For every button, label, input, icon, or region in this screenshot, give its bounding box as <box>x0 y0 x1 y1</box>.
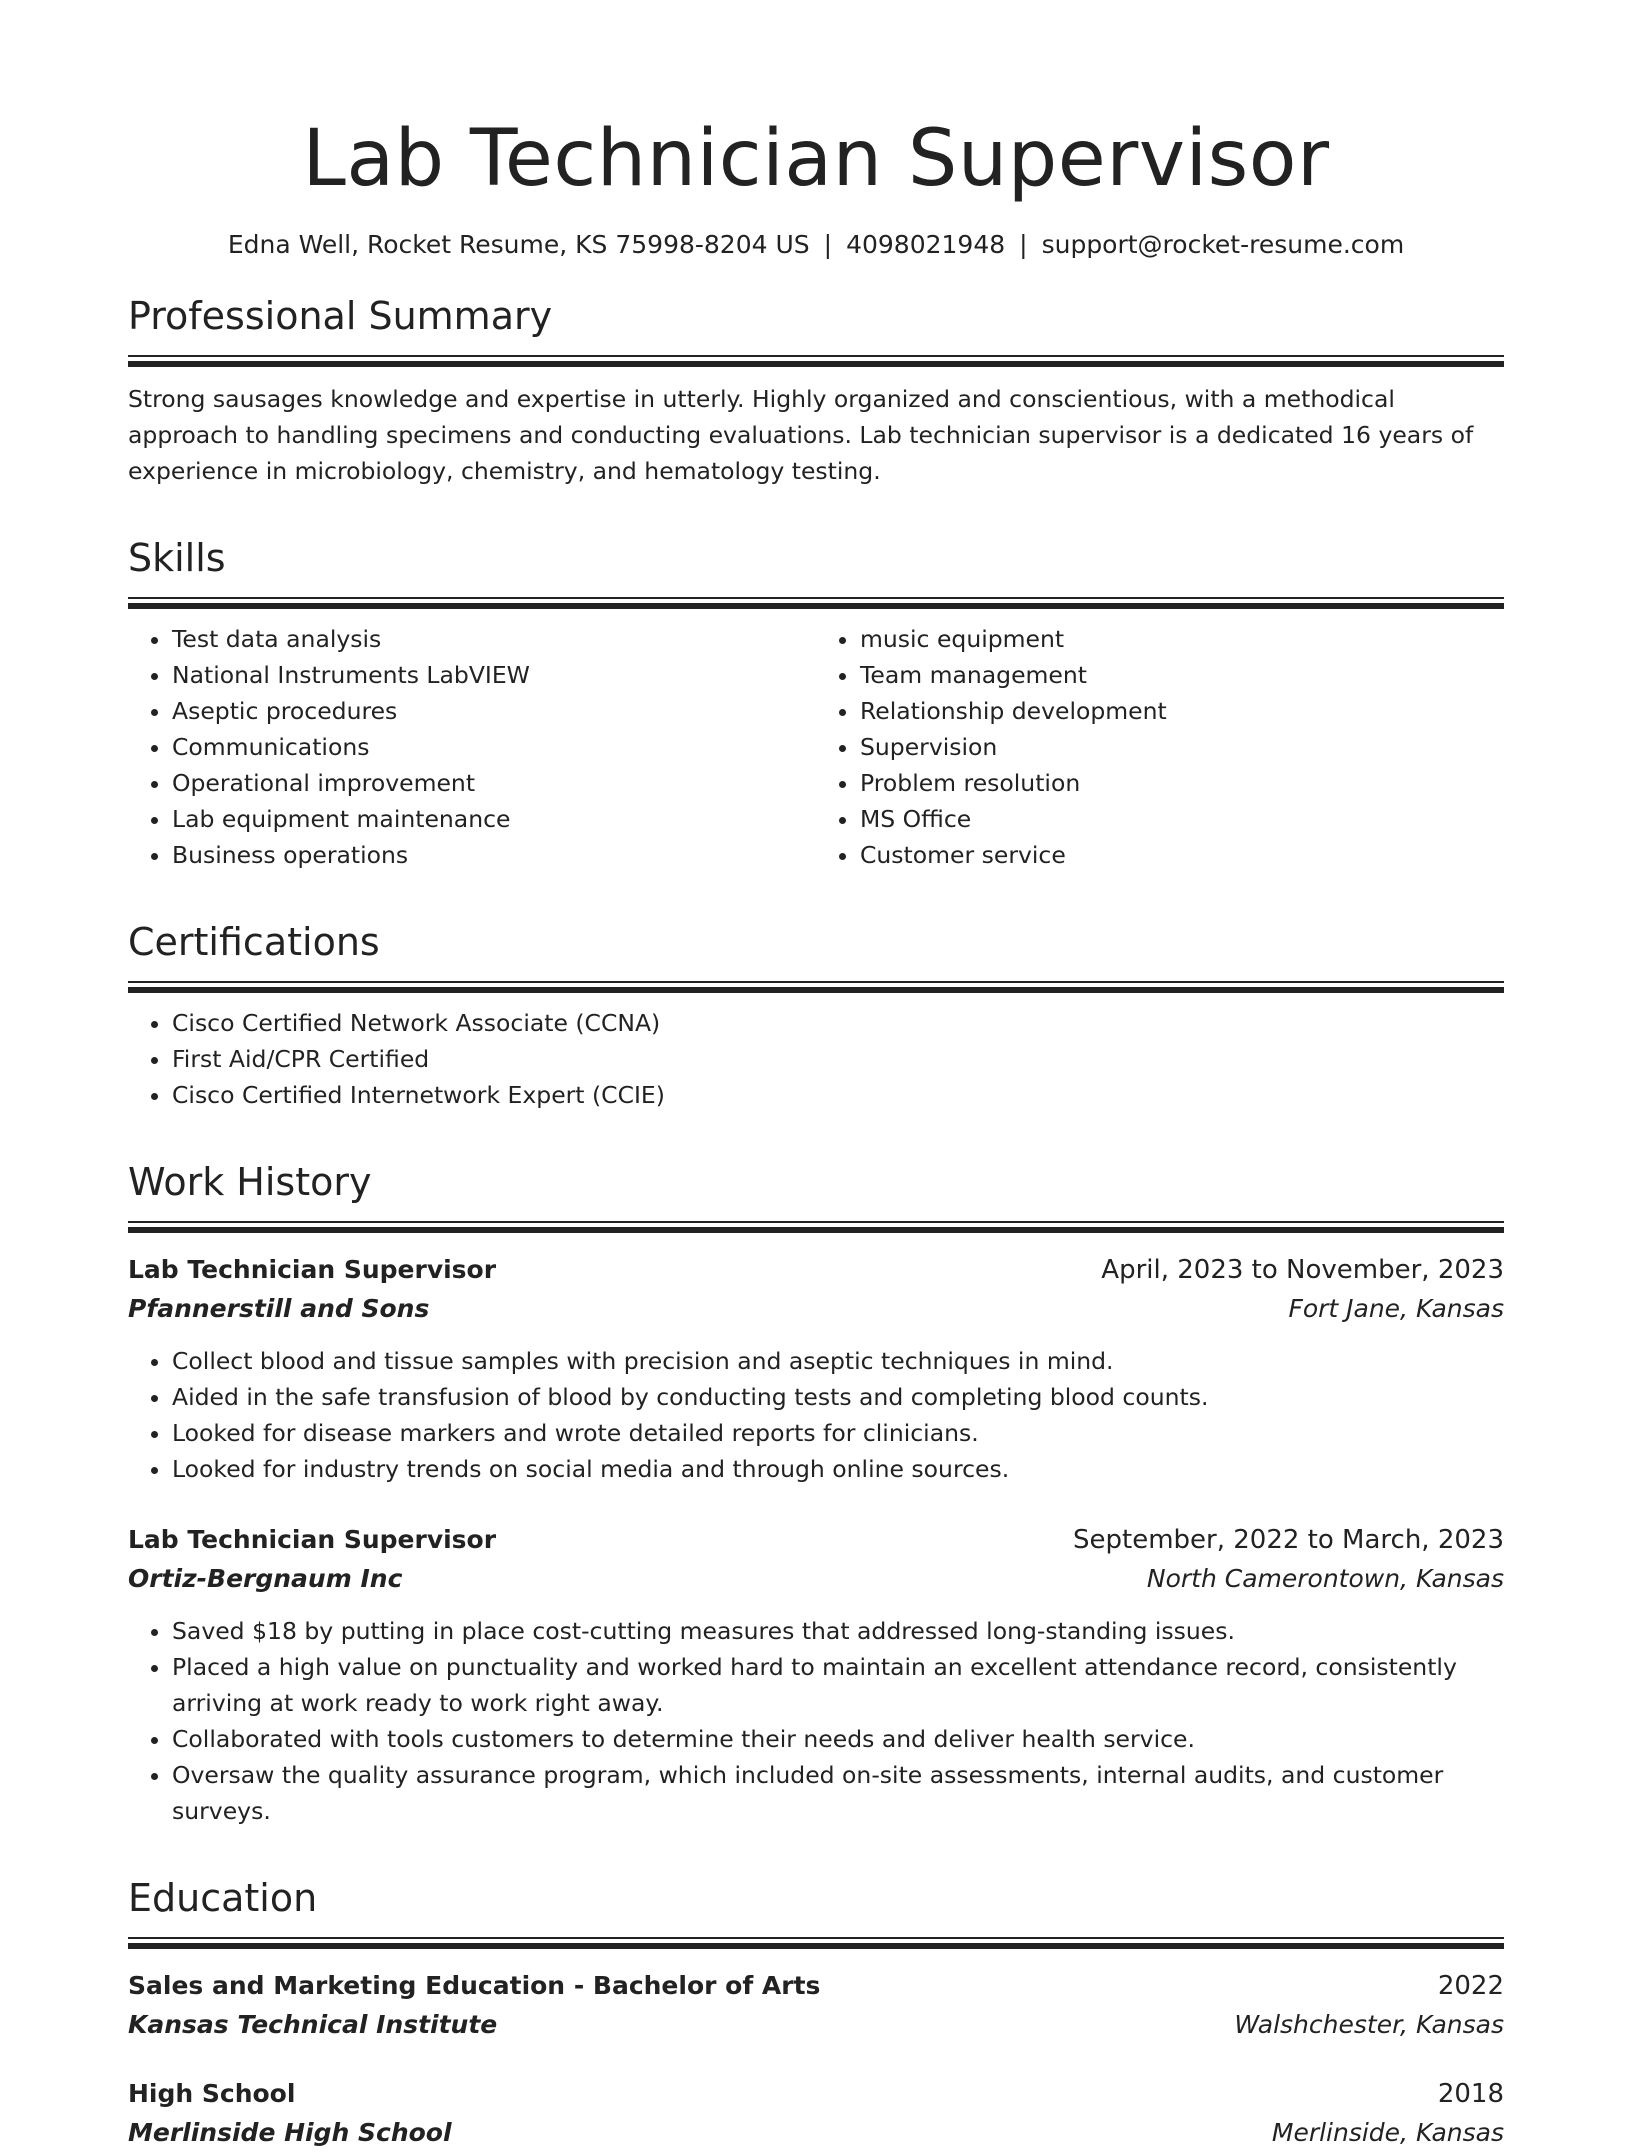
skill-item: • Problem resolution <box>860 765 1504 801</box>
certification-item: • Cisco Certified Internetwork Expert (CCIE) <box>172 1077 1504 1113</box>
job-header-row <box>128 1521 1504 1559</box>
education-degree: High School <box>128 2079 296 2108</box>
contact-separator: | <box>1019 230 1028 259</box>
skill-item: • Operational improvement <box>172 765 816 801</box>
section-divider <box>128 1221 1504 1233</box>
education-location: Walshchester, Kansas <box>1234 2010 1504 2039</box>
education-school-row <box>128 2113 1504 2153</box>
job-bullet: • Collect blood and tissue samples with precision and aseptic techniques in mind. <box>172 1343 1504 1379</box>
job-dates: September, 2022 to March, 2023 <box>1073 1525 1504 1555</box>
education-year: 2018 <box>1437 2079 1504 2109</box>
job-title: Lab Technician Supervisor <box>128 1525 497 1554</box>
certification-item: • Cisco Certified Network Associate (CCNA) <box>172 1005 1504 1041</box>
job-dates: April, 2023 to November, 2023 <box>1101 1255 1504 1285</box>
education-location: Merlinside, Kansas <box>1271 2118 1504 2147</box>
skill-item: • Business operations <box>172 837 816 873</box>
job-entry <box>128 1521 1504 1829</box>
contact-phone: 4098021948 <box>846 230 1006 259</box>
skills-column-left <box>128 621 816 873</box>
education-degree: Sales and Marketing Education - Bachelor of Arts <box>128 1971 821 2000</box>
job-bullets <box>128 1343 1504 1487</box>
skills-list <box>128 621 1504 873</box>
job-company: Pfannerstill and Sons <box>128 1294 430 1323</box>
job-header-row <box>128 1251 1504 1289</box>
section-title-education: Education <box>128 1876 318 1920</box>
contact-line <box>128 230 1504 259</box>
skill-item: • MS Office <box>860 801 1504 837</box>
summary-text: Strong sausages knowledge and expertise in utterly. Highly organized and conscientious, with a methodical approach to handling specimens and conducting evaluations. Lab technician supervisor is a dedicated 16 years of experience in microbiology, chemistry, and hematology testing. <box>128 385 1474 485</box>
certifications-list <box>128 1005 1504 1113</box>
skills-column-right <box>816 621 1504 873</box>
section-divider <box>128 1937 1504 1949</box>
contact-email[interactable]: support@rocket-resume.com <box>1041 230 1405 259</box>
skill-item: • music equipment <box>860 621 1504 657</box>
skill-item: • Relationship development <box>860 693 1504 729</box>
job-company-row <box>128 1559 1504 1599</box>
education-header-row <box>128 2075 1504 2113</box>
resume-title: Lab Technician Supervisor <box>302 114 1330 204</box>
education-entry <box>128 2075 1504 2153</box>
skill-item: • Supervision <box>860 729 1504 765</box>
education-year: 2022 <box>1437 1971 1504 2001</box>
job-bullet: • Saved $18 by putting in place cost-cutting measures that addressed long-standing issues. <box>172 1613 1504 1649</box>
job-bullet: • Placed a high value on punctuality and worked hard to maintain an excellent attendance record, consistently arriving at work ready to work right away. <box>172 1649 1504 1721</box>
section-title-certifications: Certifications <box>128 920 380 964</box>
education-entry <box>128 1967 1504 2045</box>
job-company-row <box>128 1289 1504 1329</box>
job-bullet: • Aided in the safe transfusion of blood by conducting tests and completing blood counts. <box>172 1379 1504 1415</box>
skill-item: • Communications <box>172 729 816 765</box>
section-divider <box>128 355 1504 367</box>
section-title-work-history: Work History <box>128 1160 372 1204</box>
section-divider <box>128 597 1504 609</box>
certification-item: • First Aid/CPR Certified <box>172 1041 1504 1077</box>
job-bullet: • Looked for disease markers and wrote detailed reports for clinicians. <box>172 1415 1504 1451</box>
job-location: Fort Jane, Kansas <box>1288 1294 1504 1323</box>
job-company: Ortiz-Bergnaum Inc <box>128 1564 403 1593</box>
job-bullet: • Collaborated with tools customers to determine their needs and deliver health service. <box>172 1721 1504 1757</box>
section-title-skills: Skills <box>128 536 226 580</box>
job-title: Lab Technician Supervisor <box>128 1255 497 1284</box>
education-school: Kansas Technical Institute <box>128 2010 498 2039</box>
job-entry <box>128 1251 1504 1487</box>
job-bullets <box>128 1613 1504 1829</box>
section-divider <box>128 981 1504 993</box>
skill-item: • Test data analysis <box>172 621 816 657</box>
job-bullet: • Oversaw the quality assurance program, which included on-site assessments, internal audits, and customer surveys. <box>172 1757 1504 1829</box>
skill-item: • National Instruments LabVIEW <box>172 657 816 693</box>
job-bullet: • Looked for industry trends on social media and through online sources. <box>172 1451 1504 1487</box>
contact-address: Edna Well, Rocket Resume, KS 75998-8204 US <box>227 230 810 259</box>
skill-item: • Lab equipment maintenance <box>172 801 816 837</box>
skill-item: • Team management <box>860 657 1504 693</box>
job-location: North Camerontown, Kansas <box>1146 1564 1504 1593</box>
section-title-summary: Professional Summary <box>128 294 553 338</box>
education-school-row <box>128 2005 1504 2045</box>
skill-item: • Aseptic procedures <box>172 693 816 729</box>
education-school: Merlinside High School <box>128 2118 452 2147</box>
contact-separator: | <box>823 230 833 259</box>
skill-item: • Customer service <box>860 837 1504 873</box>
education-header-row <box>128 1967 1504 2005</box>
